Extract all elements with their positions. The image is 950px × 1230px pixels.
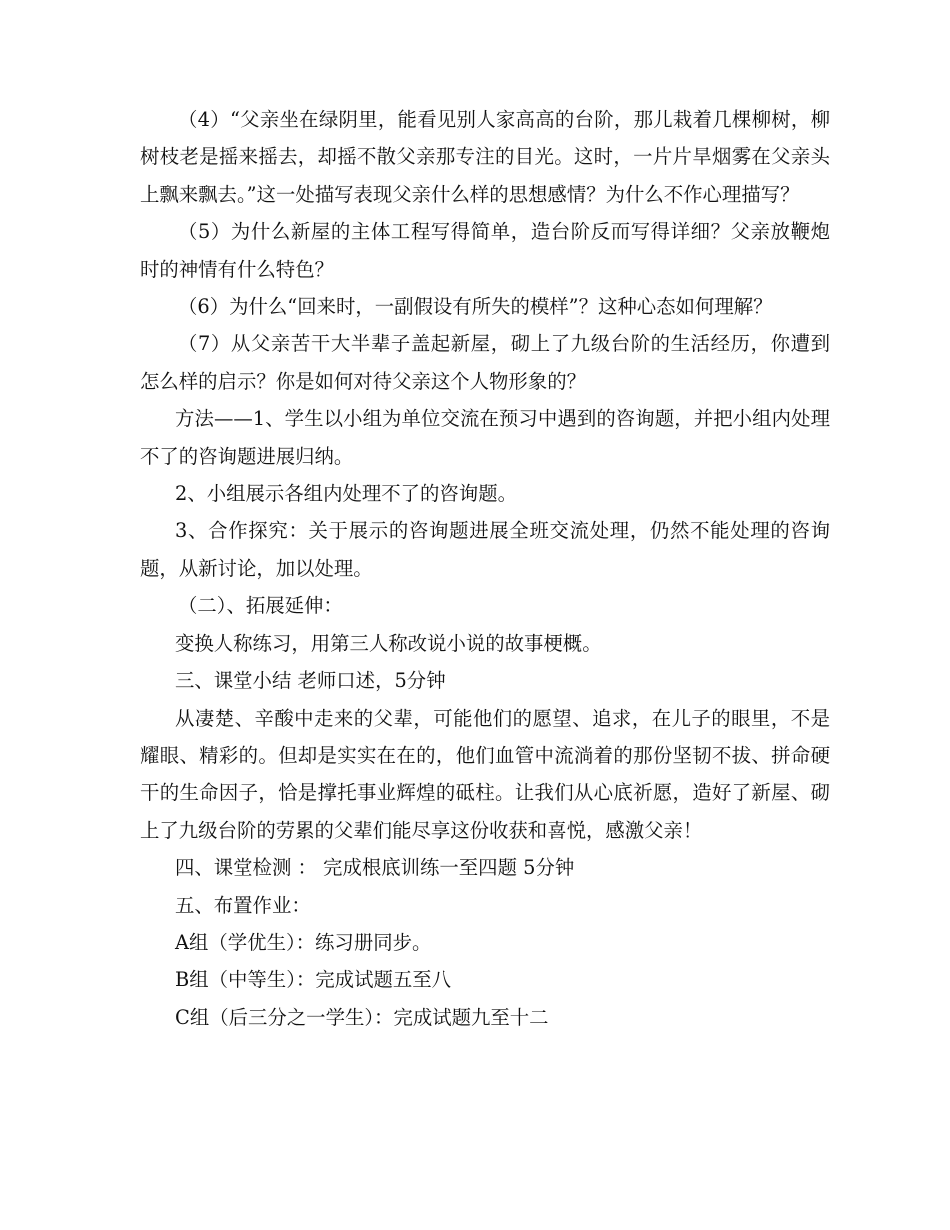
extension-body: 变换人称练习，用第三人称改说小说的故事梗概。 — [175, 631, 602, 655]
classroom-check: 四、课堂检测 ： 完成根底训练一至四题 5分钟 — [175, 856, 575, 880]
method-step-2: 2、小组展示各组内处理不了的咨询题。 — [175, 482, 517, 506]
homework-group-a: A组（学优生）：练习册同步。 — [175, 930, 432, 954]
homework-heading: 五、布置作业： — [175, 893, 311, 917]
question-4-paragraph: （4）“父亲坐在绿阴里，能看见别人家高高的台阶，那儿栽着几棵柳树，柳树枝老是摇来摇去，却摇不散父亲那专注的目光。这时，一片片旱烟雾在父亲头上飘来飘去。”这一处描写表现父亲什么样的思想感情？为什么不作心理描写？ — [140, 108, 830, 206]
document-page — [140, 101, 830, 1036]
summary-body: 从凄楚、辛酸中走来的父辈，可能他们的愿望、追求，在儿子的眼里，不是耀眼、精彩的。但却是实实在在的，他们血管中流淌着的那份坚韧不拔、拼命硬干的生命因子，恰是撑托事业辉煌的砥柱。让我们从心底祈愿，造好了新屋、砌上了九级台阶的劳累的父辈们能尽享这份收获和喜悦，感激父亲！ — [140, 706, 830, 842]
homework-group-c: C组（后三分之一学生）：完成试题九至十二 — [175, 1005, 549, 1029]
extension-heading: （二）、拓展延伸： — [178, 594, 343, 618]
question-6-paragraph: （6）为什么“回来时，一副假设有所失的模样”？这种心态如何理解？ — [178, 295, 773, 319]
summary-heading: 三、课堂小结 老师口述，5分钟 — [175, 669, 446, 693]
question-5-paragraph: （5）为什么新屋的主体工程写得简单，造台阶反而写得详细？父亲放鞭炮时的神情有什么特色？ — [140, 220, 830, 281]
method-step-3: 3、合作探究：关于展示的咨询题进展全班交流处理，仍然不能处理的咨询题，从新讨论，加以处理。 — [140, 519, 830, 580]
method-step-1: 方法——1、学生以小组为单位交流在预习中遇到的咨询题，并把小组内处理不了的咨询题进展归纳。 — [140, 407, 830, 468]
homework-group-b: B组（中等生）：完成试题五至八 — [175, 968, 452, 992]
question-7-paragraph: （7）从父亲苦干大半辈子盖起新屋，砌上了九级台阶的生活经历，你遭到怎么样的启示？你是如何对待父亲这个人物形象的？ — [140, 332, 830, 393]
